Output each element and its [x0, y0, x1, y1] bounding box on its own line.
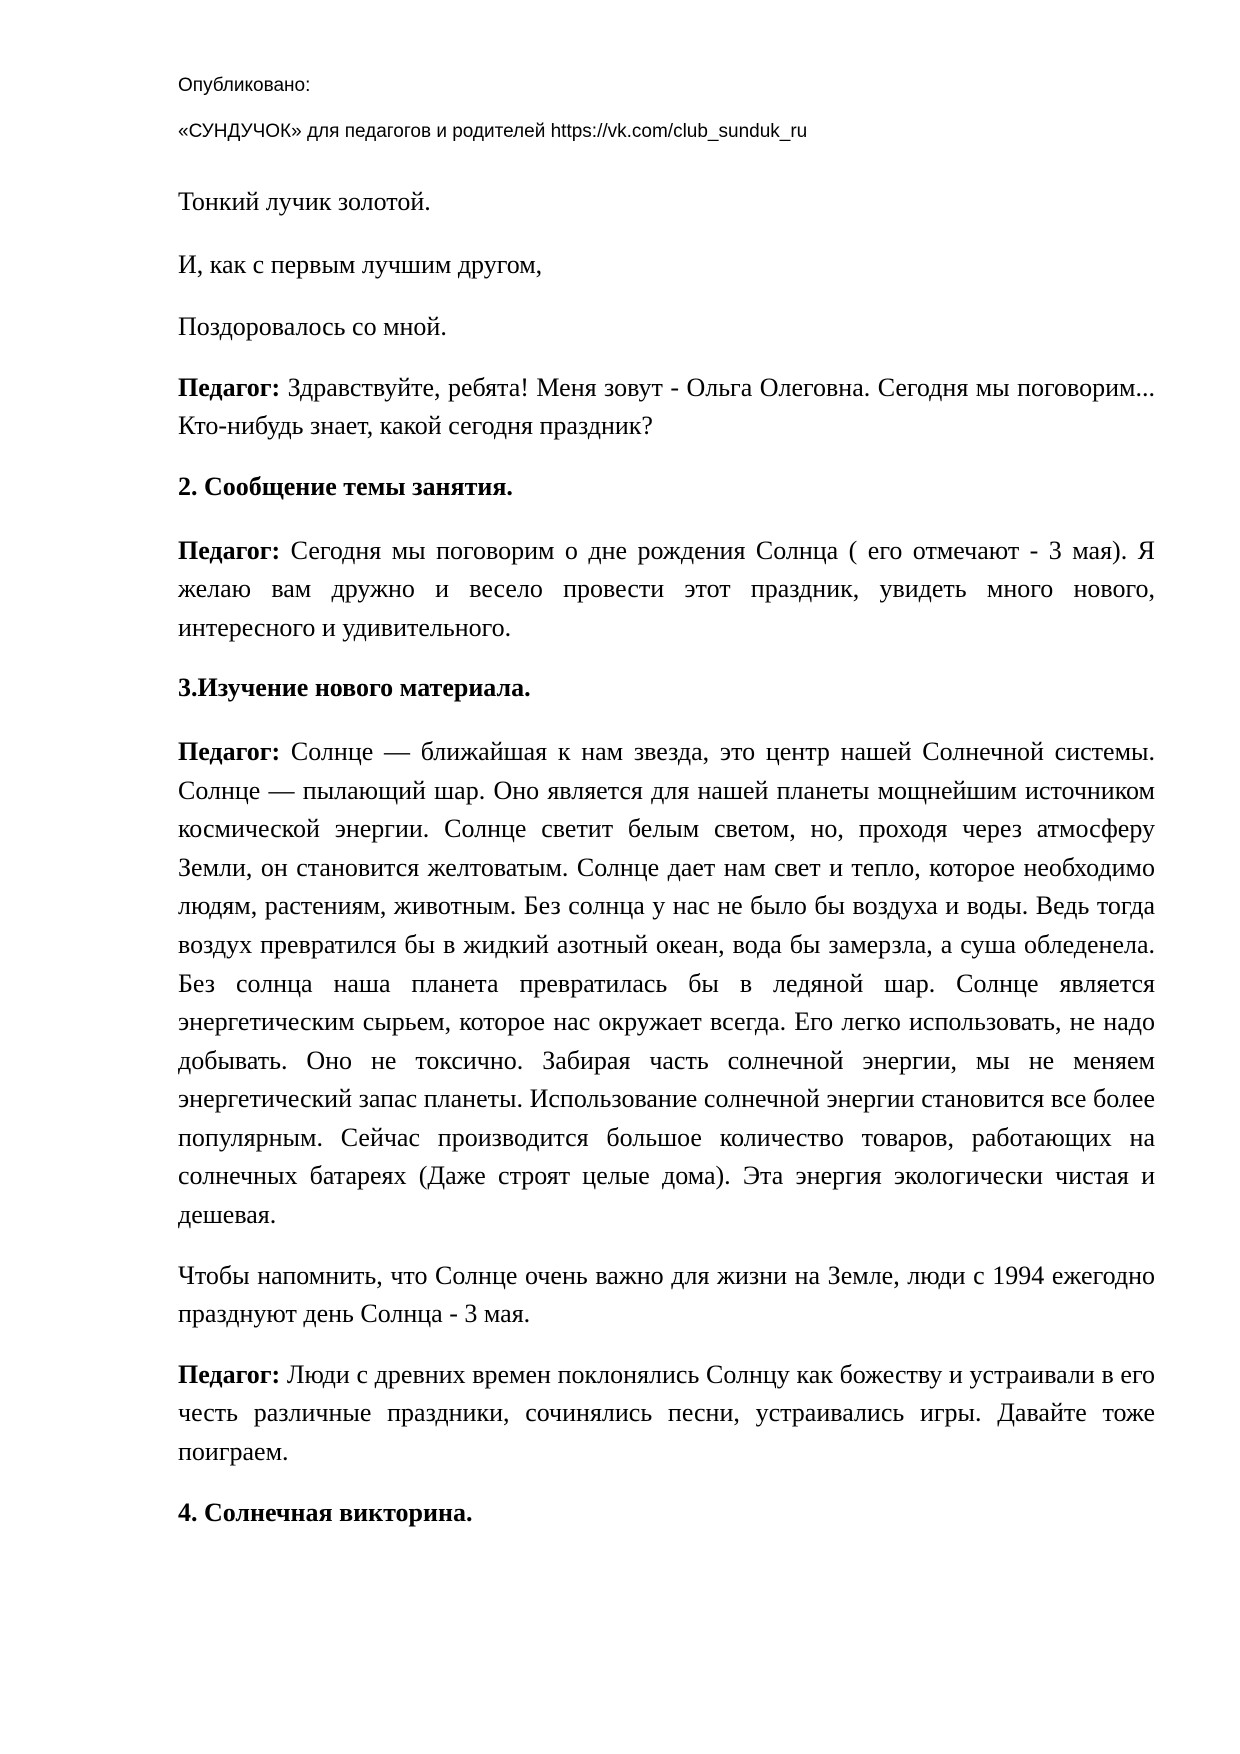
topic-paragraph	[178, 532, 1155, 648]
speaker-label: Педагог:	[178, 1359, 281, 1389]
published-label: Опубликовано:	[178, 75, 311, 96]
speaker-label: Педагог:	[178, 736, 281, 766]
ancient-text: Люди с древних времен поклонялись Солнцу как божеству и устраивали в его честь различные праздники, сочинялись песни, устраивались игры. Давайте тоже поиграем.	[178, 1359, 1155, 1467]
heading-topic: 2. Сообщение темы занятия.	[178, 471, 513, 501]
topic-text: Сегодня мы поговорим о дне рождения Солнца ( его отмечают - 3 мая). Я желаю вам дружно и весело провести этот праздник, увидеть много нового, интересного и удивительного.	[178, 535, 1155, 642]
ancient-paragraph	[178, 1356, 1155, 1472]
source-line: «СУНДУЧОК» для педагогов и родителей https://vk.com/club_sunduk_ru	[178, 121, 808, 142]
reminder-paragraph: Чтобы напомнить, что Солнце очень важно для жизни на Земле, люди с 1994 ежегодно празднуют день Солнца - 3 мая.	[178, 1260, 1155, 1329]
document-body	[178, 183, 1155, 1532]
poem-line-2: И, как с первым лучшим другом,	[178, 249, 543, 279]
heading-material: 3.Изучение нового материала.	[178, 673, 531, 703]
speaker-label: Педагог:	[178, 535, 281, 565]
material-paragraph	[178, 733, 1155, 1235]
material-text: Солнце — ближайшая к нам звезда, это центр нашей Солнечной системы. Солнце — пылающий шар. Оно является для нашей планеты мощнейшим источником космической энергии. Солнце светит белым светом, но, проходя через атмосферу Земли, он становится желтоватым. Солнце дает нам свет и тепло, которое необходимо людям, растениям, животным. Без солнца у нас не было бы воздуха и воды. Ведь тогда воздух превратился бы в жидкий азотный океан, вода бы замерзла, а суша обледенела. Без солнца наша планета превратилась бы в ледяной шар. Солнце является энергетическим сырьем, которое нас окружает всегда. Его легко использовать, не надо добывать. Оно не токсично. Забирая часть солнечной энергии, мы не меняем энергетический запас планеты. Использование солнечной энергии становится все более популярным. Сейчас производится большое количество товаров, работающих на солнечных батареях (Даже строят целые дома). Эта энергия экологически чистая и дешевая.	[178, 736, 1155, 1230]
greeting-text: Здравствуйте, ребята! Меня зовут - Ольга Олеговна. Сегодня мы поговорим... Кто-нибудь знает, какой сегодня праздник?	[178, 372, 1155, 441]
publication-header	[178, 74, 1078, 144]
speaker-label: Педагог:	[178, 372, 281, 402]
heading-quiz: 4. Солнечная викторина.	[178, 1497, 473, 1527]
poem-line-1: Тонкий лучик золотой.	[178, 187, 431, 216]
poem-line-3: Поздоровалось со мной.	[178, 312, 447, 342]
greeting-paragraph	[178, 369, 1155, 446]
